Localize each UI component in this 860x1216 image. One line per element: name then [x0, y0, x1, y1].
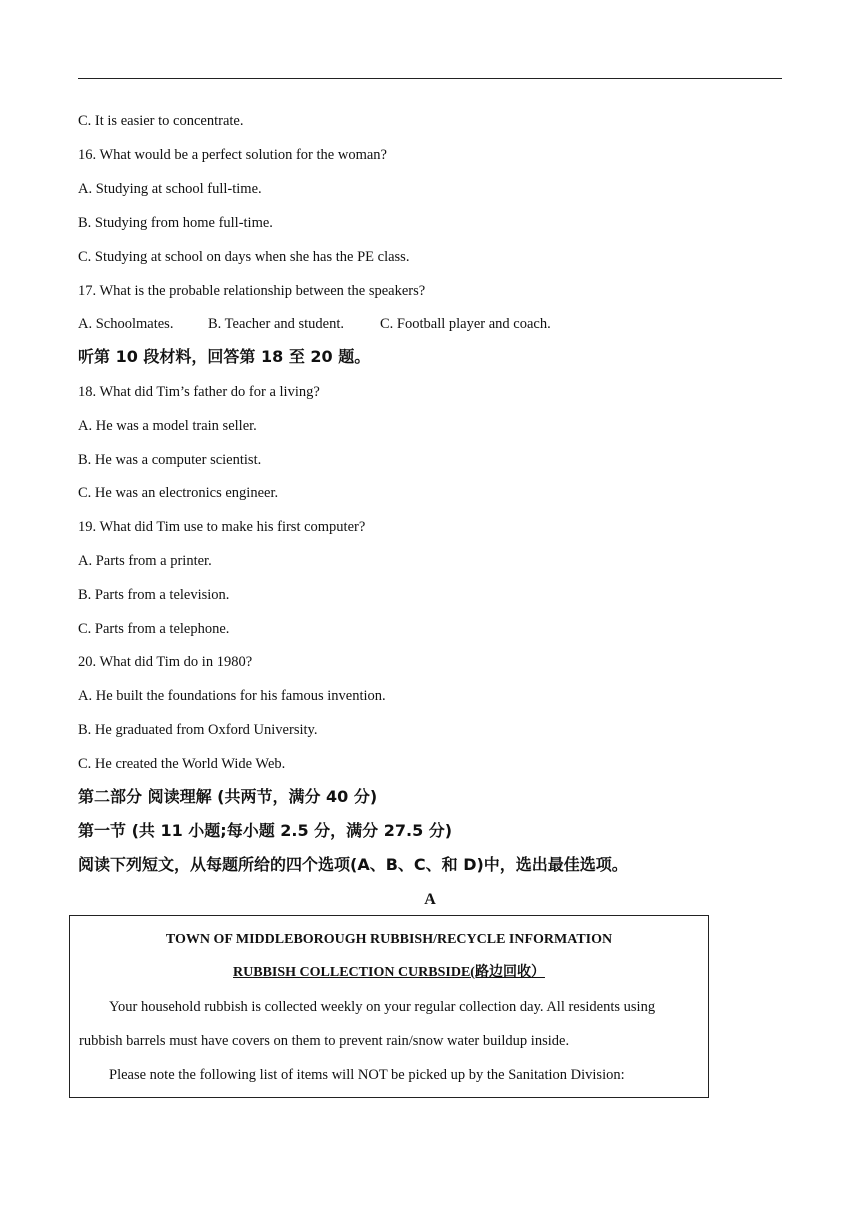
option-18b: B. He was a computer scientist. [78, 452, 262, 468]
part2-heading: 第二部分 阅读理解 (共两节，满分 40 分) [78, 787, 378, 806]
option-17c: C. Football player and coach. [380, 316, 551, 332]
paragraph-1-line-2: rubbish barrels must have covers on them to prevent rain/snow water buildup inside. [79, 1033, 570, 1049]
option-20c: C. He created the World Wide Web. [78, 756, 286, 772]
option-17a: A. Schoolmates. [78, 316, 174, 332]
question-18: 18. What did Tim’s father do for a living? [78, 384, 320, 400]
passage-title: TOWN OF MIDDLEBOROUGH RUBBISH/RECYCLE INFORMATION [165, 932, 613, 947]
option-17b: B. Teacher and student. [208, 316, 345, 332]
option-19b: B. Parts from a television. [78, 587, 230, 603]
question-20: 20. What did Tim do in 1980? [78, 654, 253, 670]
passage-box [69, 915, 709, 1098]
section-heading-10: 听第 10 段材料，回答第 18 至 20 题。 [78, 347, 371, 366]
paragraph-1-line-1: Your household rubbish is collected weekly on your regular collection day. All residents using [109, 999, 656, 1015]
option-20a: A. He built the foundations for his famous invention. [78, 688, 386, 704]
question-16: 16. What would be a perfect solution for the woman? [78, 147, 387, 163]
option-16b: B. Studying from home full-time. [78, 215, 273, 231]
option-16a: A. Studying at school full-time. [78, 181, 262, 197]
passage-letter: A [424, 891, 436, 908]
instructions: 阅读下列短文，从每题所给的四个选项(A、B、C、和 D)中，选出最佳选项。 [78, 855, 628, 874]
option-19c: C. Parts from a telephone. [78, 621, 230, 637]
option-18c: C. He was an electronics engineer. [78, 485, 279, 501]
option-18a: A. He was a model train seller. [78, 418, 257, 434]
header-rule [78, 78, 782, 79]
paragraph-2: Please note the following list of items will NOT be picked up by the Sanitation Division: [109, 1067, 625, 1083]
options-17 [78, 314, 551, 334]
section1-heading: 第一节 (共 11 小题;每小题 2.5 分，满分 27.5 分) [78, 821, 453, 840]
question-19: 19. What did Tim use to make his first computer? [78, 519, 366, 535]
option-16c: C. Studying at school on days when she has the PE class. [78, 249, 410, 265]
option-20b: B. He graduated from Oxford University. [78, 722, 318, 738]
passage-subtitle: RUBBISH COLLECTION CURBSIDE(路边回收） [233, 965, 545, 980]
option-19a: A. Parts from a printer. [78, 553, 212, 569]
question-17: 17. What is the probable relationship between the speakers? [78, 283, 426, 299]
option-15c: C. It is easier to concentrate. [78, 113, 244, 129]
